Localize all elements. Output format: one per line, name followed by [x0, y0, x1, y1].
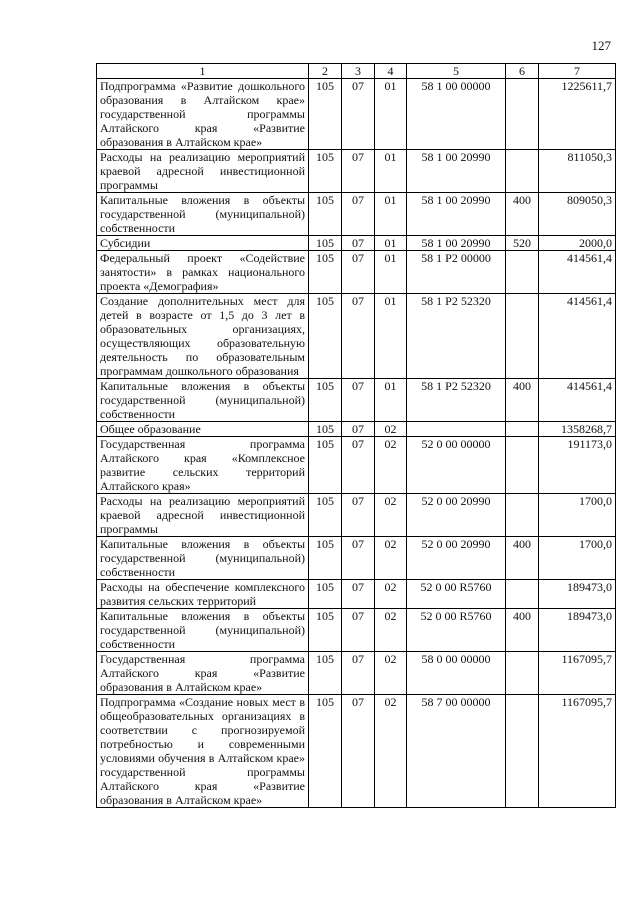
amount-cell: 1700,0: [539, 537, 616, 580]
row-name-cell: Федеральный проект «Содействие занятости» в рамках национального проекта «Демография»: [97, 251, 309, 294]
page-number: 127: [591, 38, 611, 53]
target-article-cell: [407, 422, 506, 437]
admin-code-cell: 105: [309, 437, 342, 494]
target-article-cell: 58 1 00 00000: [407, 79, 506, 150]
subsection-cell: 01: [375, 379, 407, 422]
expense-type-cell: 400: [506, 537, 539, 580]
section-cell: 07: [342, 193, 375, 236]
target-article-cell: 58 7 00 00000: [407, 695, 506, 808]
admin-code-cell: 105: [309, 580, 342, 609]
row-name-cell: Расходы на обеспечение комплексного развития сельских территорий: [97, 580, 309, 609]
table-row: [97, 580, 616, 609]
expense-type-cell: [506, 79, 539, 150]
admin-code-cell: 105: [309, 251, 342, 294]
amount-cell: 811050,3: [539, 150, 616, 193]
column-header: 3: [342, 64, 375, 79]
subsection-cell: 01: [375, 150, 407, 193]
amount-cell: 414561,4: [539, 294, 616, 379]
row-name-cell: Общее образование: [97, 422, 309, 437]
subsection-cell: 02: [375, 437, 407, 494]
admin-code-cell: 105: [309, 422, 342, 437]
section-cell: 07: [342, 609, 375, 652]
amount-cell: 1700,0: [539, 494, 616, 537]
admin-code-cell: 105: [309, 79, 342, 150]
table-row: [97, 695, 616, 808]
target-article-cell: 52 0 00 00000: [407, 437, 506, 494]
table-row: [97, 251, 616, 294]
subsection-cell: 02: [375, 494, 407, 537]
amount-cell: 189473,0: [539, 609, 616, 652]
table-row: [97, 79, 616, 150]
subsection-cell: 02: [375, 537, 407, 580]
section-cell: 07: [342, 150, 375, 193]
section-cell: 07: [342, 236, 375, 251]
target-article-cell: 58 1 00 20990: [407, 193, 506, 236]
subsection-cell: 02: [375, 609, 407, 652]
admin-code-cell: 105: [309, 695, 342, 808]
admin-code-cell: 105: [309, 193, 342, 236]
subsection-cell: 01: [375, 79, 407, 150]
subsection-cell: 01: [375, 251, 407, 294]
admin-code-cell: 105: [309, 494, 342, 537]
subsection-cell: 01: [375, 193, 407, 236]
amount-cell: 1358268,7: [539, 422, 616, 437]
admin-code-cell: 105: [309, 652, 342, 695]
table-row: [97, 652, 616, 695]
admin-code-cell: 105: [309, 537, 342, 580]
amount-cell: 809050,3: [539, 193, 616, 236]
amount-cell: 189473,0: [539, 580, 616, 609]
row-name-cell: Субсидии: [97, 236, 309, 251]
target-article-cell: 52 0 00 20990: [407, 494, 506, 537]
expense-type-cell: [506, 251, 539, 294]
section-cell: 07: [342, 537, 375, 580]
amount-cell: 414561,4: [539, 379, 616, 422]
admin-code-cell: 105: [309, 379, 342, 422]
amount-cell: 414561,4: [539, 251, 616, 294]
column-header: 6: [506, 64, 539, 79]
subsection-cell: 02: [375, 580, 407, 609]
target-article-cell: 58 1 00 20990: [407, 150, 506, 193]
column-header: 7: [539, 64, 616, 79]
section-cell: 07: [342, 79, 375, 150]
target-article-cell: 52 0 00 20990: [407, 537, 506, 580]
expense-type-cell: [506, 494, 539, 537]
expense-type-cell: 400: [506, 193, 539, 236]
row-name-cell: Государственная программа Алтайского края «Развитие образования в Алтайском крае»: [97, 652, 309, 695]
admin-code-cell: 105: [309, 236, 342, 251]
expense-type-cell: [506, 437, 539, 494]
amount-cell: 1167095,7: [539, 652, 616, 695]
row-name-cell: Расходы на реализацию мероприятий краевой адресной инвестиционной программы: [97, 494, 309, 537]
row-name-cell: Капитальные вложения в объекты государственной (муниципальной) собственности: [97, 609, 309, 652]
table-row: [97, 294, 616, 379]
row-name-cell: Капитальные вложения в объекты государственной (муниципальной) собственности: [97, 537, 309, 580]
expense-type-cell: [506, 294, 539, 379]
amount-cell: 2000,0: [539, 236, 616, 251]
column-header: 5: [407, 64, 506, 79]
section-cell: 07: [342, 494, 375, 537]
subsection-cell: 01: [375, 294, 407, 379]
target-article-cell: 58 1 P2 52320: [407, 294, 506, 379]
row-name-cell: Подпрограмма «Развитие дошкольного образования в Алтайском крае» государственной программы Алтайского края «Развитие образования в Алтайском крае»: [97, 79, 309, 150]
table-row: [97, 437, 616, 494]
target-article-cell: 58 1 00 20990: [407, 236, 506, 251]
table-row: [97, 494, 616, 537]
admin-code-cell: 105: [309, 609, 342, 652]
row-name-cell: Капитальные вложения в объекты государственной (муниципальной) собственности: [97, 193, 309, 236]
budget-table: [96, 63, 616, 808]
expense-type-cell: [506, 580, 539, 609]
amount-cell: 1225611,7: [539, 79, 616, 150]
row-name-cell: Подпрограмма «Создание новых мест в общеобразовательных организациях в соответствии с прогнозируемой потребностью и современными условиями обучения в Алтайском крае» государственной программы Алтайского края «Развитие образования в Алтайском крае»: [97, 695, 309, 808]
column-header: 1: [97, 64, 309, 79]
expense-type-cell: [506, 695, 539, 808]
table-row: [97, 537, 616, 580]
table-row: [97, 150, 616, 193]
expense-type-cell: 400: [506, 609, 539, 652]
table-header-row: [97, 64, 616, 79]
section-cell: 07: [342, 379, 375, 422]
expense-type-cell: [506, 652, 539, 695]
table-row: [97, 609, 616, 652]
section-cell: 07: [342, 294, 375, 379]
expense-type-cell: 400: [506, 379, 539, 422]
section-cell: 07: [342, 251, 375, 294]
target-article-cell: 52 0 00 R5760: [407, 580, 506, 609]
row-name-cell: Создание дополнительных мест для детей в возрасте от 1,5 до 3 лет в образовательных организациях, осуществляющих образовательную деятельность по образовательным программам дошкольного образования: [97, 294, 309, 379]
expense-type-cell: [506, 150, 539, 193]
subsection-cell: 02: [375, 652, 407, 695]
column-header: 2: [309, 64, 342, 79]
target-article-cell: 58 1 P2 52320: [407, 379, 506, 422]
target-article-cell: 58 0 00 00000: [407, 652, 506, 695]
table-row: [97, 193, 616, 236]
admin-code-cell: 105: [309, 294, 342, 379]
table-row: [97, 422, 616, 437]
amount-cell: 1167095,7: [539, 695, 616, 808]
table-row: [97, 236, 616, 251]
subsection-cell: 02: [375, 695, 407, 808]
amount-cell: 191173,0: [539, 437, 616, 494]
expense-type-cell: 520: [506, 236, 539, 251]
target-article-cell: 58 1 P2 00000: [407, 251, 506, 294]
section-cell: 07: [342, 437, 375, 494]
column-header: 4: [375, 64, 407, 79]
row-name-cell: Капитальные вложения в объекты государственной (муниципальной) собственности: [97, 379, 309, 422]
admin-code-cell: 105: [309, 150, 342, 193]
subsection-cell: 01: [375, 236, 407, 251]
subsection-cell: 02: [375, 422, 407, 437]
section-cell: 07: [342, 580, 375, 609]
section-cell: 07: [342, 652, 375, 695]
row-name-cell: Расходы на реализацию мероприятий краевой адресной инвестиционной программы: [97, 150, 309, 193]
expense-type-cell: [506, 422, 539, 437]
row-name-cell: Государственная программа Алтайского края «Комплексное развитие сельских территорий Алтайского края»: [97, 437, 309, 494]
section-cell: 07: [342, 695, 375, 808]
section-cell: 07: [342, 422, 375, 437]
table-row: [97, 379, 616, 422]
target-article-cell: 52 0 00 R5760: [407, 609, 506, 652]
